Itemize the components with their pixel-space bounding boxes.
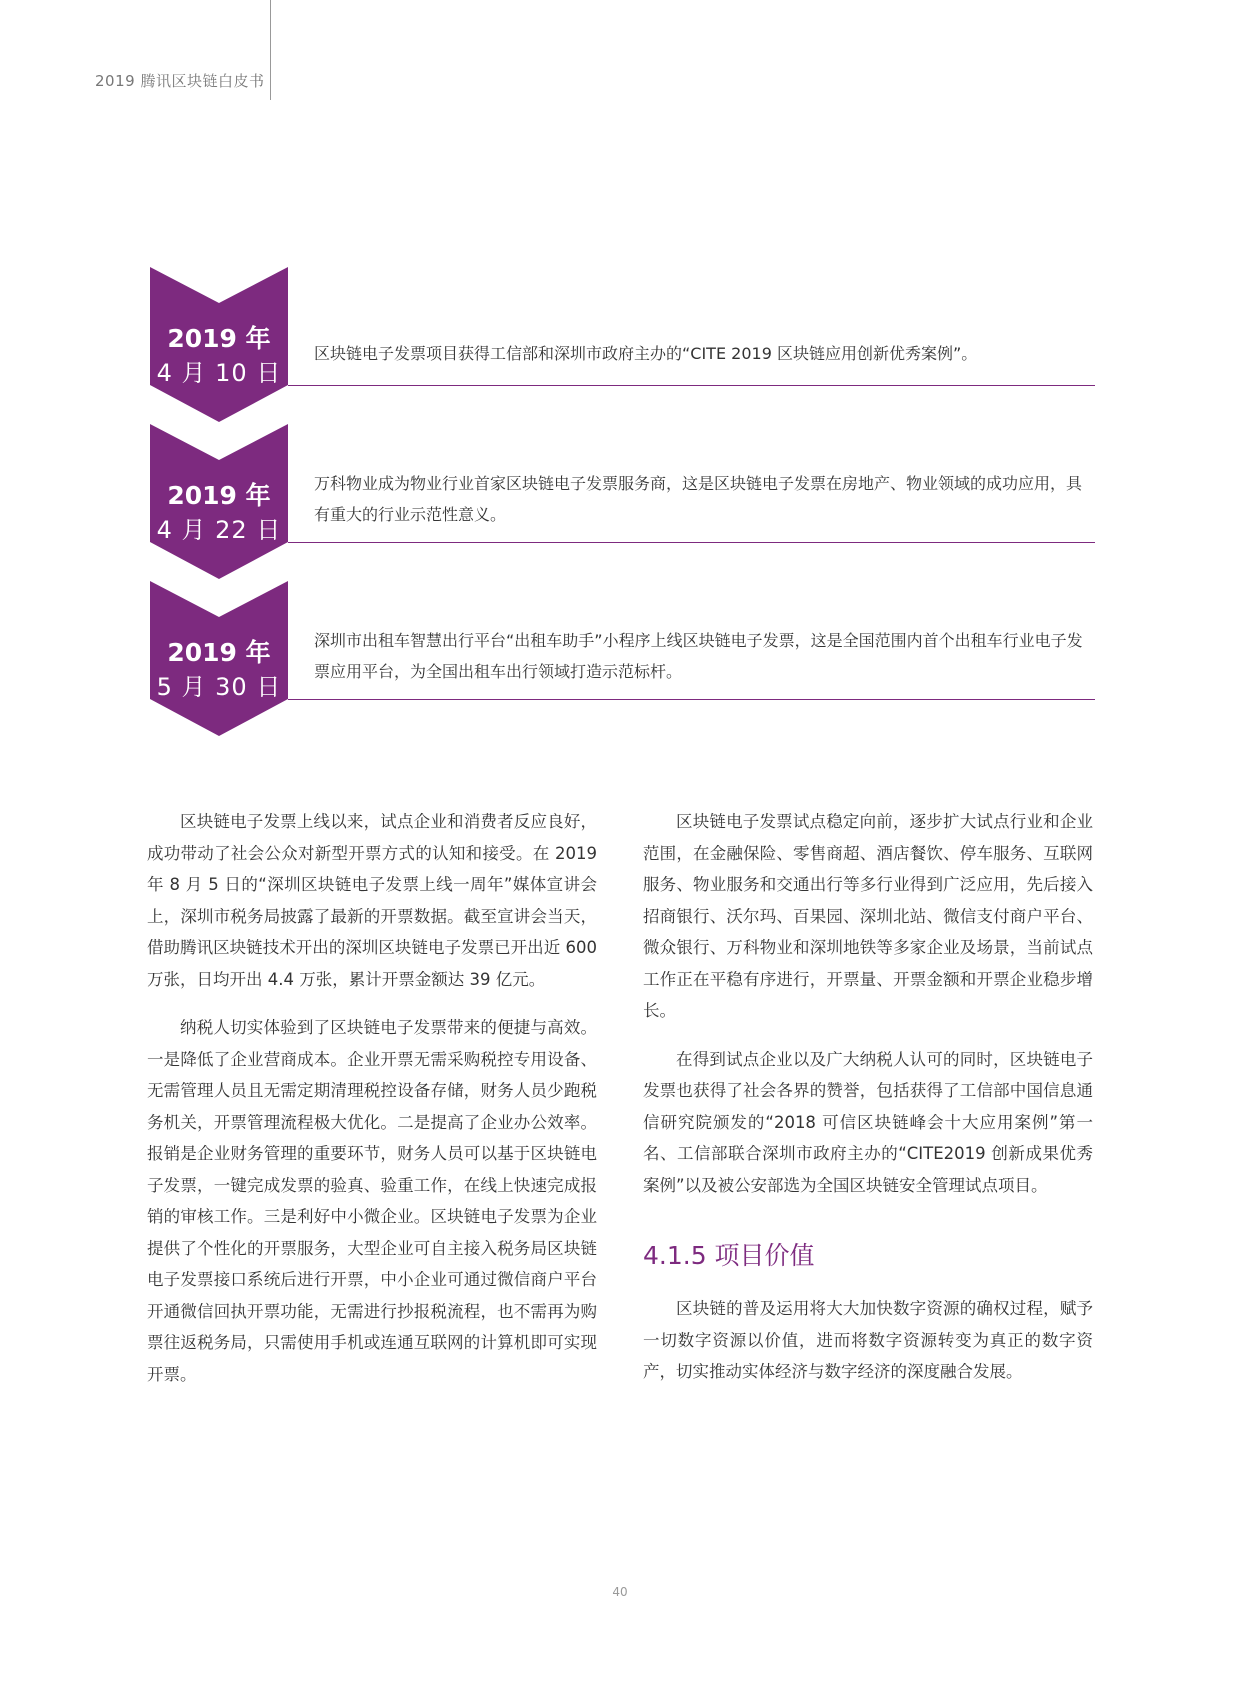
timeline-rule — [288, 542, 1095, 543]
date-badge — [150, 424, 288, 579]
timeline-item — [150, 267, 1095, 422]
body-paragraph: 区块链的普及运用将大大加快数字资源的确权过程，赋予一切数字资源以价值，进而将数字资源转变为真正的数字资产，切实推动实体经济与数字经济的深度融合发展。 — [643, 1299, 1093, 1381]
running-header: 2019 腾讯区块链白皮书 — [95, 72, 265, 90]
body-paragraph: 区块链电子发票试点稳定向前，逐步扩大试点行业和企业范围，在金融保险、零售商超、酒店餐饮、停车服务、互联网服务、物业服务和交通出行等多行业得到广泛应用，先后接入招商银行、沃尔玛、百果园、深圳北站、微信支付商户平台、微众银行、万科物业和深圳地铁等多家企业及场景，当前试点工作正在平稳有序进行，开票量、开票金额和开票企业稳步增长。 — [643, 812, 1093, 1020]
timeline-text: 区块链电子发票项目获得工信部和深圳市政府主办的“CITE 2019 区块链应用创新优秀案例”。 — [314, 344, 978, 363]
date-badge — [150, 267, 288, 422]
badge-date: 4 月 10 日 — [156, 359, 282, 387]
body-paragraph: 区块链电子发票上线以来，试点企业和消费者反应良好，成功带动了社会公众对新型开票方式的认知和接受。在 2019 年 8 月 5 日的“深圳区块链电子发票上线一周年”媒体宣讲会上，深圳市税务局披露了最新的开票数据。截至宣讲会当天，借助腾讯区块链技术开出的深圳区块链电子发票已开出近 600 万张，日均开出 4.4 万张，累计开票金额达 39 亿元。 — [147, 812, 597, 989]
left-column — [147, 806, 597, 1407]
badge-year: 2019 年 — [167, 638, 271, 667]
body-paragraph: 纳税人切实体验到了区块链电子发票带来的便捷与高效。一是降低了企业营商成本。企业开票无需采购税控专用设备、无需管理人员且无需定期清理税控设备存储，财务人员少跑税务机关，开票管理流程极大优化。二是提高了企业办公效率。报销是企业财务管理的重要环节，财务人员可以基于区块链电子发票，一键完成发票的验真、验重工作，在线上快速完成报销的审核工作。三是利好中小微企业。区块链电子发票为企业提供了个性化的开票服务，大型企业可自主接入税务局区块链电子发票接口系统后进行开票，中小企业可通过微信商户平台开通微信回执开票功能，无需进行抄报税流程，也不需再为购票往返税务局，只需使用手机或连通互联网的计算机即可实现开票。 — [147, 1018, 597, 1384]
body-paragraph: 在得到试点企业以及广大纳税人认可的同时，区块链电子发票也获得了社会各界的赞誉，包括获得了工信部中国信息通信研究院颁发的“2018 可信区块链峰会十大应用案例”第一名、工信部联合深圳市政府主办的“CITE2019 创新成果优秀案例”以及被公安部选为全国区块链安全管理试点项目。 — [643, 1049, 1093, 1195]
badge-year: 2019 年 — [167, 324, 271, 353]
timeline-item — [150, 581, 1095, 736]
badge-date: 4 月 22 日 — [156, 516, 282, 544]
section-heading: 4.1.5 项目价值 — [643, 1241, 815, 1270]
badge-year: 2019 年 — [167, 481, 271, 510]
page-number: 40 — [612, 1585, 628, 1599]
timeline-text: 万科物业成为物业行业首家区块链电子发票服务商，这是区块链电子发票在房地产、物业领域的成功应用，具有重大的行业示范性意义。 — [314, 474, 1083, 524]
date-badge — [150, 581, 288, 736]
timeline-rule — [288, 385, 1095, 386]
badge-date: 5 月 30 日 — [156, 673, 282, 701]
header-divider — [270, 0, 271, 100]
timeline-text: 深圳市出租车智慧出行平台“出租车助手”小程序上线区块链电子发票，这是全国范围内首个出租车行业电子发票应用平台，为全国出租车出行领域打造示范标杆。 — [314, 631, 1083, 681]
timeline-item — [150, 424, 1095, 579]
timeline-rule — [288, 699, 1095, 700]
right-column — [643, 806, 1093, 1405]
